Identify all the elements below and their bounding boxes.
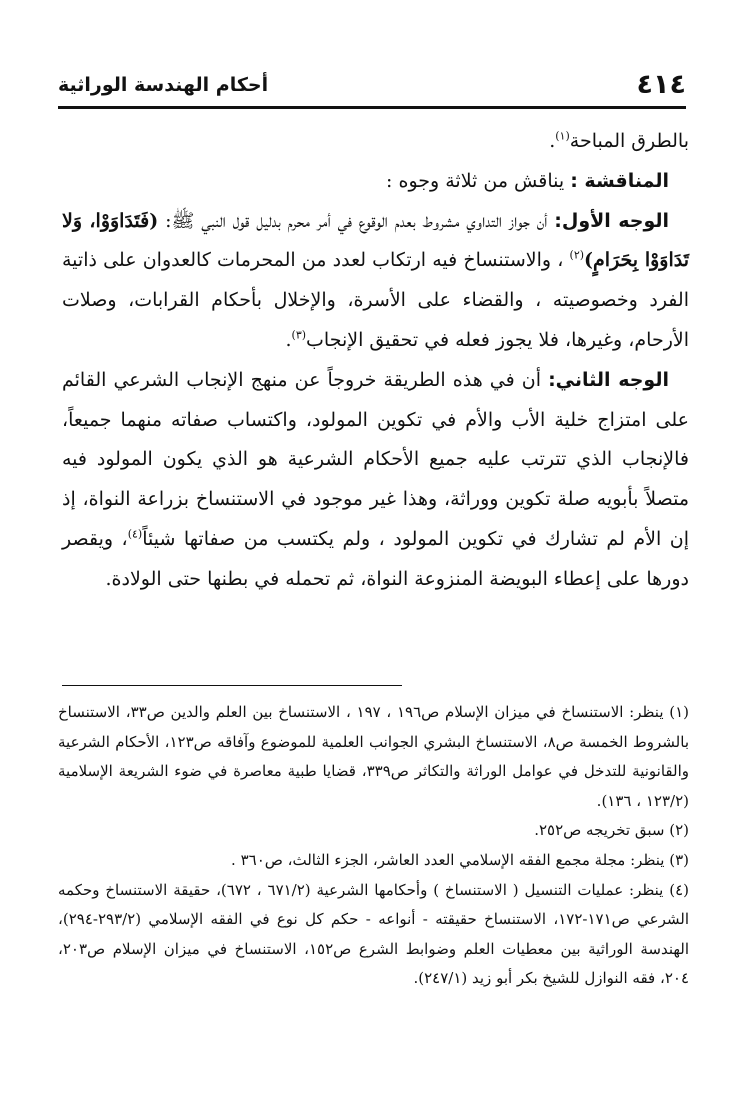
footnote-ref-4[interactable]: (٤) — [127, 527, 143, 541]
first-aspect-text-b: ، والاستنساخ فيه ارتكاب لعدد من المحرمات كالعدوان على ذاتية الفرد وخصوصيته ، والقضاء على الأسرة، والإخلال بأحكام القرابات، وصلات الأرحام، وغيرها، فلا يجوز فعله في تحقيق الإنجاب — [62, 249, 689, 351]
running-title: أحكام الهندسة الوراثية — [58, 74, 269, 96]
footnote-ref-1[interactable]: (١) — [555, 129, 570, 143]
page-number: ٤١٤ — [636, 69, 686, 100]
footnote-2: (٢) سبق تخريجه ص٢٥٢. — [534, 821, 689, 840]
continuation-text: بالطرق المباحة — [569, 130, 689, 152]
first-aspect-end: . — [285, 328, 292, 351]
discussion-paragraph — [62, 162, 689, 202]
footnotes — [58, 698, 689, 994]
footnote-1: (١) ينظر: الاستنساخ في ميزان الإسلام ص١٩٦ ، ١٩٧ ، الاستنساخ بين العلم والدين ص٣٣، الاستنساخ بالشروط الخمسة ص٨، الاستنساخ البشري الجوانب العلمية للموضوع وآفاقه ص١٢٣، الأحكام الشرعية والقانونية للتدخل في عوامل الوراثة والتكاثر ص٣٣٩، قضايا طبية معاصرة في ضوء الشريعة الإسلامية (١٢٣/٢ ، ١٣٦). — [58, 703, 689, 810]
first-aspect-text-a: أن جواز التداوي مشروط بعدم الوقوع في أمر محرم بدليل قول النبي ﷺ: — [158, 209, 555, 232]
continuation-end: . — [549, 130, 556, 152]
second-aspect-text-a: أن في هذه الطريقة خروجاً عن منهج الإنجاب الشرعي القائم على امتزاج خلية الأب والأم في تكوين المولود، واكتساب صفاته منهما جميعاً، فالإنجاب الذي تترتب عليه جميع الأحكام الشرعية هو الذي يكون المولود فيه متصلاً بأبويه صلة تكوين ووراثة، وهذا غير موجود في الاستنساخ بزراعة النواة، إذ إن الأم لم تشارك في تكوين المولود ، ولم يكتسب من صفاتها شيئاً — [62, 368, 689, 550]
footnote-3: (٣) ينظر: مجلة مجمع الفقه الإسلامي العدد العاشر، الجزء الثالث، ص٣٦٠ . — [231, 850, 689, 869]
hadith-quote: (فَتَدَاوَوْا، وَلا تَدَاوَوْا بِحَرَامٍ) — [62, 209, 689, 272]
continuation-paragraph — [62, 122, 689, 162]
discussion-label: المناقشة : — [570, 169, 669, 192]
second-aspect-paragraph — [62, 361, 689, 600]
footnote-ref-3[interactable]: (٣) — [291, 328, 307, 342]
footnote-separator — [62, 685, 402, 686]
footnote-4: (٤) ينظر: عمليات التنسيل ( الاستنساخ ) وأحكامها الشرعية (٦٧١/٢ ، ٦٧٢)، حقيقة الاستنساخ وحكمه الشرعي ص١٧١-١٧٢، الاستنساخ حقيقته - أنواعه - حكم كل نوع في الفقه الإسلامي (٢٩٣/٢-٢٩٤)، الهندسة الوراثية بين معطيات العلم وضوابط الشرع ص١٥٢، الاستنساخ في ميزان الإسلام ص٢٠٣، ٢٠٤، فقه النوازل للشيخ بكر أبو زيد (٢٤٧/١). — [58, 880, 689, 988]
second-aspect-text-b: ، ويقصر دورها على إعطاء البويضة المنزوعة النواة، ثم تحمله في بطنها حتى الولادة. — [62, 527, 689, 590]
footnote-ref-2[interactable]: (٢) — [569, 249, 585, 263]
discussion-text: يناقش من ثلاثة وجوه : — [386, 169, 571, 192]
second-aspect-label: الوجه الثاني: — [548, 368, 669, 391]
first-aspect-paragraph — [62, 202, 689, 361]
page-header — [58, 66, 686, 109]
first-aspect-label: الوجه الأول: — [554, 209, 670, 232]
main-text — [62, 122, 689, 600]
